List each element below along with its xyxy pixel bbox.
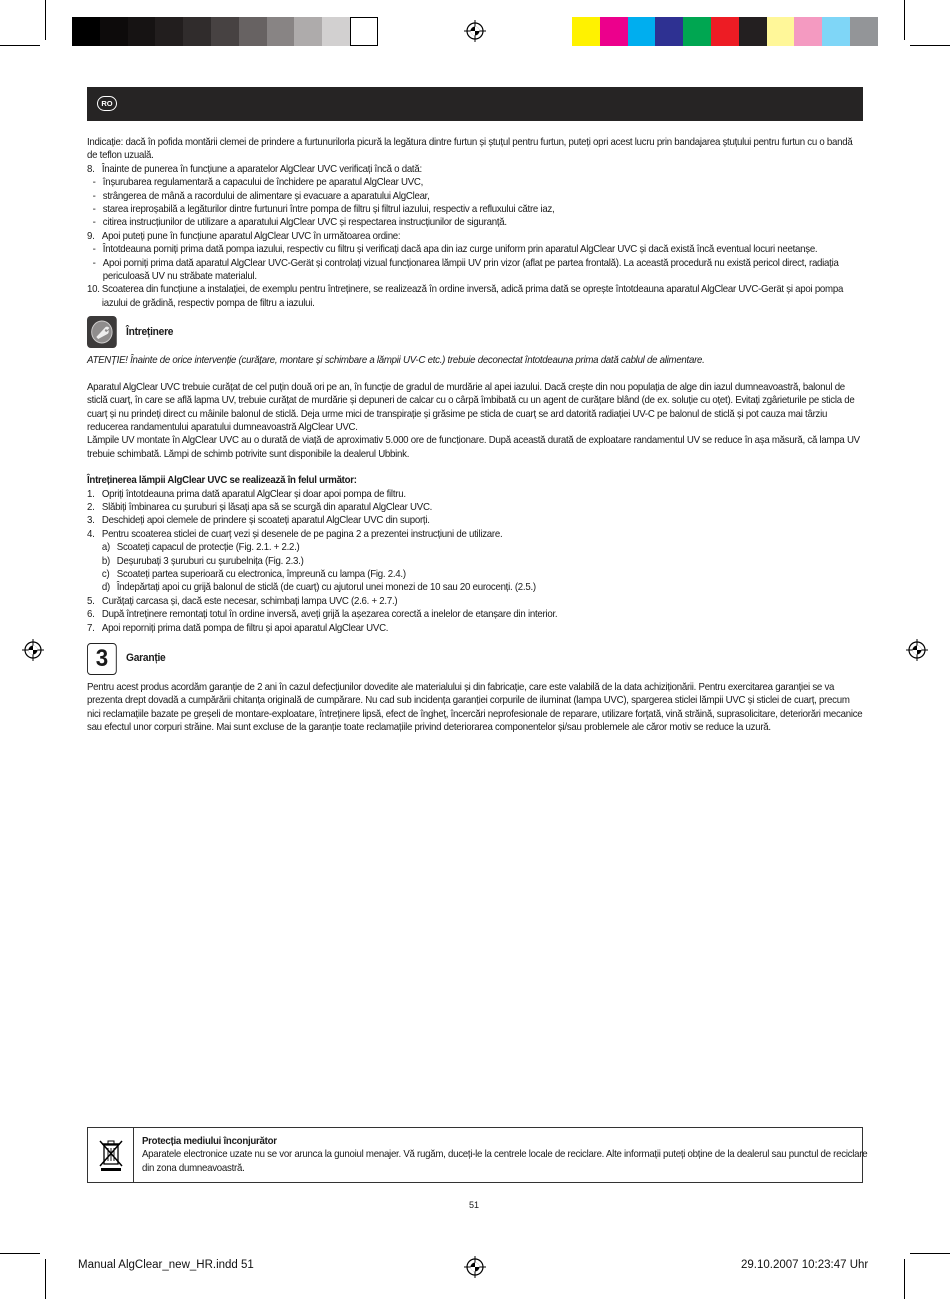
item-marker: - <box>92 217 96 229</box>
environment-notice-box <box>87 1127 868 1183</box>
item-text: Curățați carcasa și, dacă este necesar, schimbați lampa UVC (2.6. + 2.7.) <box>101 595 398 607</box>
item-marker: 3. <box>87 515 95 527</box>
gray-swatch <box>155 17 183 46</box>
lamp-substep <box>87 581 863 594</box>
color-swatch <box>600 17 628 46</box>
item-marker: 9. <box>87 230 95 242</box>
registration-mark-icon <box>464 20 486 42</box>
lamp-step <box>87 622 863 635</box>
color-swatch <box>794 17 822 46</box>
crop-mark <box>904 1259 905 1299</box>
environment-notice-text <box>142 1135 867 1175</box>
crop-mark <box>910 45 950 46</box>
item-text: Întotdeauna porniți prima dată pompa iazului, respectiv cu filtru și verificați dacă apa din iaz curge uniform prin aparatul AlgClear UVC și dacă există încă eventual locuri neetanșe. <box>102 244 818 256</box>
maintenance-paragraph-1: Aparatul AlgClear UVC trebuie curățat de cel puțin două ori pe an, în funcție de gradul de murdărie al apei iazului. Dacă crește din nou populația de alge din iazul dumneavoastră, balonul de sticlă cuarț, în care se află lapma UV, trebuie curățat de murdărie și depuneri de calcar cu o cârpă îmbibată cu un agent de curățare blând (de ex. soluție cu oțet). Evitați zgârieturile pe sticla de cuarț și nu prindeți direct cu mâinile balonul de sticlă. Deja urme mici de transpirație și grăsime pe sticla de cuarț se ard datorită radiației UV-C pe balonul de sticlă și pot cauza mai târziu reducerea randamentului aparatului dumneavoastră AlgClear UVC. <box>87 381 855 433</box>
environment-body: Aparatele electronice uzate nu se vor arunca la gunoiul menajer. Vă rugăm, duceți-le la centrele locale de reciclare. Alte informații puteți obține de la dealerul sau punctul de reciclare din zona dumneavoastră. <box>142 1149 868 1174</box>
footer-timestamp: 29.10.2007 10:23:47 Uhr <box>741 1259 869 1271</box>
color-swatch <box>655 17 683 46</box>
lamp-maintenance-heading: Întreținerea lămpii AlgClear UVC se realizează în felul următor: <box>87 475 357 487</box>
item-marker: c) <box>101 568 110 580</box>
maintenance-section-header <box>87 316 863 348</box>
footer-file-info: Manual AlgClear_new_HR.indd 51 <box>78 1259 254 1271</box>
item-marker: 8. <box>87 163 95 175</box>
item-text: Apoi puteți pune în funcțiune aparatul AlgClear UVC în următoarea ordine: <box>101 230 401 242</box>
setup-step <box>87 230 863 243</box>
lamp-substep <box>87 568 863 581</box>
item-marker: 4. <box>87 528 95 540</box>
gray-swatch <box>239 17 267 46</box>
lamp-step <box>87 595 863 608</box>
item-marker: 6. <box>87 609 95 621</box>
lamp-steps-list-continued <box>87 595 863 635</box>
language-badge: RO <box>97 96 117 111</box>
crop-mark <box>0 1253 40 1254</box>
setup-step <box>87 283 863 310</box>
item-marker: - <box>92 244 96 256</box>
color-swatch <box>683 17 711 46</box>
setup-substep <box>87 203 863 216</box>
item-text: Deșurubați 3 șuruburi cu șurubelnița (Fig. 2.3.) <box>116 555 304 567</box>
manual-body <box>87 136 863 735</box>
maintenance-title: Întreținere <box>126 325 174 338</box>
item-marker: a) <box>101 542 110 554</box>
maintenance-icon <box>87 316 117 348</box>
setup-step <box>87 163 863 176</box>
registration-mark-icon <box>906 639 928 661</box>
item-text: Opriți întotdeauna prima dată aparatul AlgClear și doar apoi pompa de filtru. <box>101 488 406 500</box>
item-marker: - <box>92 204 96 216</box>
item-text: Apoi reporniți prima dată pompa de filtru și apoi aparatul AlgClear UVC. <box>101 622 389 634</box>
item-text: Apoi porniți prima dată aparatul AlgClear UVC-Gerät și controlați vizual funcționarea lămpii UV prin vizor (aflat pe partea frontală). La această procedură nu există pericol direct, radiația periculoasă UV nu străbate materialul. <box>102 257 839 283</box>
gray-swatch <box>267 17 295 46</box>
gray-swatch <box>128 17 156 46</box>
item-marker: 2. <box>87 501 95 513</box>
item-text: înșurubarea regulamentară a capacului de închidere pe aparatul AlgClear UVC, <box>102 177 424 189</box>
lamp-substeps-list <box>87 541 863 595</box>
lamp-step <box>87 528 863 541</box>
item-text: citirea instrucțiunilor de utilizare a aparatului AlgClear UVC și respectarea instrucțiunilor de siguranță. <box>102 217 507 229</box>
registration-mark-icon <box>22 639 44 661</box>
item-text: Slăbiți îmbinarea cu șuruburi și lăsați apa să se scurgă din aparatul AlgClear UVC. <box>101 501 433 513</box>
section-header-bar <box>87 87 863 121</box>
lamp-steps-list <box>87 488 863 542</box>
item-marker: d) <box>101 582 110 594</box>
crop-mark <box>45 0 46 40</box>
item-marker: - <box>92 177 96 189</box>
lamp-step <box>87 608 863 621</box>
lamp-substep <box>87 541 863 554</box>
color-swatch <box>767 17 795 46</box>
color-swatch <box>739 17 767 46</box>
page-number: 51 <box>469 1200 480 1210</box>
gray-swatch <box>72 17 100 46</box>
item-text: Înainte de punerea în funcțiune a aparatelor AlgClear UVC verificați încă o dată: <box>101 163 422 175</box>
color-swatch <box>628 17 656 46</box>
maintenance-warning: ATENȚIE! Înainte de orice intervenție (curățare, montare și schimbare a lămpii UV-C etc.) trebuie deconectat întotdeauna prima dată cablul de alimentare. <box>87 355 705 367</box>
intro-note: Indicație: dacă în pofida montării clemei de prindere a furtunurilorla picură la legătura dintre furtun și ștuțul pentru furtun, puteți opri acest lucru prin bandajarea ștuțului pentru furtun cu o bandă de teflon uzuală. <box>87 137 853 162</box>
item-text: Scoateți capacul de protecție (Fig. 2.1. + 2.2.) <box>116 542 300 554</box>
gray-swatch <box>100 17 128 46</box>
registration-mark-icon <box>464 1256 486 1278</box>
environment-title: Protecția mediului înconjurător <box>142 1136 277 1147</box>
item-marker: b) <box>101 555 110 567</box>
gray-swatch <box>183 17 211 46</box>
lamp-step <box>87 488 863 501</box>
warranty-section-header <box>87 643 863 675</box>
setup-steps-list <box>87 163 863 310</box>
color-swatch <box>572 17 600 46</box>
setup-substep <box>87 257 863 284</box>
item-text: Scoateți partea superioară cu electronica, împreună cu lampa (Fig. 2.4.) <box>116 568 406 580</box>
item-text: strângerea de mână a racordului de alimentare și evacuare a aparatului AlgClear, <box>102 190 430 202</box>
item-text: După întreținere remontați totul în ordine inversă, aveți grijă la așezarea corectă a inelelor de etanșare din interior. <box>101 609 558 621</box>
item-marker: - <box>92 257 96 269</box>
maintenance-paragraph-2: Lămpile UV montate în AlgClear UVC au o durată de viață de aproximativ 5.000 ore de funcționare. După această durată de exploatare randamentul UV se reduce în așa măsură, că lampa UV trebuie schimbată. Lămpi de schimb potrivite sunt disponibile la dealerul Ubbink. <box>87 435 860 460</box>
warranty-text: Pentru acest produs acordăm garanție de 2 ani în cazul defecțiunilor dovedite ale materialului și din fabricație, care este valabilă de la data achiziționării. Pentru exercitarea garanției se va prezenta drept dovadă a cumpărării chitanța originală de cumpărare. Nu cad sub incidența garanției corpurile de iluminat (lampa UVC), spargerea sticlei lămpii UVC și sticlei de cuarț, precum nici reclamațiile bazate pe greșeli de montare-exploatare, întreținere lipsă, efect de îngheț, încercări neprofesionale de reparare, utilizare forțată, vină străină, suprasolicitare, deteriorări mecanice sau efectul unor corpuri străine. Mai sunt excluse de la garanție toate reclamațiile privind deteriorarea componentelor și/sau problemele ale căror motiv se reduce la uzură. <box>87 682 863 734</box>
gray-swatch <box>350 17 378 46</box>
item-text: Pentru scoaterea sticlei de cuarț vezi și desenele de pe pagina 2 a prezentei instrucțiuni de utilizare. <box>101 528 503 540</box>
gray-swatch <box>294 17 322 46</box>
color-swatch <box>711 17 739 46</box>
item-marker: 10. <box>87 284 100 296</box>
item-marker: 1. <box>87 488 95 500</box>
crop-mark <box>904 0 905 40</box>
color-swatch <box>822 17 850 46</box>
crossed-bin-icon <box>88 1128 134 1182</box>
setup-substep <box>87 190 863 203</box>
setup-substep <box>87 216 863 229</box>
item-marker: 5. <box>87 595 95 607</box>
item-text: Deschideți apoi clemele de prindere și scoateți aparatul AlgClear UVC din suporți. <box>101 515 430 527</box>
item-text: Scoaterea din funcțiune a instalației, de exemplu pentru întreținere, se realizează în ordine inversă, adică prima dată se oprește întotdeauna aparatul AlgClear UVC-Gerät și apoi pompa iazului de grădină, respectiv pompa de filtru a iazului. <box>101 284 844 309</box>
item-marker: - <box>92 190 96 202</box>
setup-substep <box>87 176 863 189</box>
lamp-step <box>87 514 863 527</box>
item-text: Îndepărtați apoi cu grijă balonul de sticlă (de cuarț) cu ajutorul unei monezi de 10 sau 20 eurocenți. (2.5.) <box>116 582 536 594</box>
item-marker: 7. <box>87 622 95 634</box>
crop-mark <box>45 1259 46 1299</box>
lamp-substep <box>87 555 863 568</box>
gray-swatch <box>211 17 239 46</box>
setup-substep <box>87 243 863 256</box>
item-text: starea ireproșabilă a legăturilor dintre furtunuri între pompa de filtru și filtrul iazului, respectiv a refluxului către iaz, <box>102 204 555 216</box>
lamp-step <box>87 501 863 514</box>
warranty-number-badge: 3 <box>87 643 117 675</box>
color-swatch <box>850 17 878 46</box>
gray-swatch <box>322 17 350 46</box>
warranty-title: Garanție <box>126 652 166 665</box>
crop-mark <box>0 45 40 46</box>
crop-mark <box>910 1253 950 1254</box>
